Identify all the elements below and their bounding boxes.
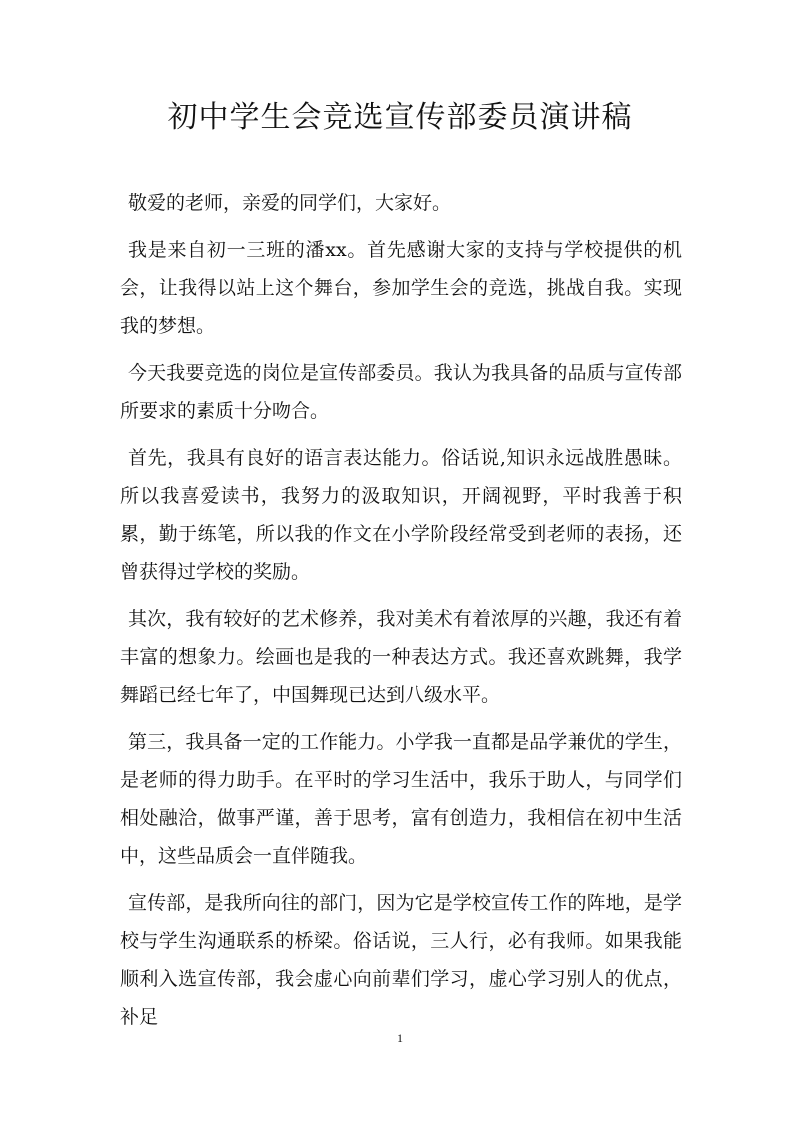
paragraph-art-cultivation: 其次，我有较好的艺术修养，我对美术有着浓厚的兴趣，我还有着丰富的想象力。绘画也是我的一种表达方式。我还喜欢跳舞，我学舞蹈已经七年了，中国舞现已达到八级水平。 — [120, 608, 682, 706]
paragraph-publicity-department: 宣传部，是我所向往的部门，因为它是学校宣传工作的阵地，是学校与学生沟通联系的桥梁。俗话说，三人行，必有我师。如果我能顺利入选宣传部，我会虚心向前辈们学习，虚心学习别人的优点，补足 — [120, 892, 682, 1028]
page-number: 1 — [397, 1031, 403, 1045]
paragraph-language-ability: 首先，我具有良好的语言表达能力。俗话说,知识永远战胜愚昧。所以我喜爱读书，我努力的汲取知识，开阔视野，平时我善于积累，勤于练笔，所以我的作文在小学阶段经常受到老师的表扬，还曾获得过学校的奖励。 — [120, 447, 682, 583]
document-body — [120, 184, 682, 1045]
paragraph-introduction: 我是来自初一三班的潘xx。首先感谢大家的支持与学校提供的机会，让我得以站上这个舞台，参加学生会的竞选，挑战自我。实现我的梦想。 — [120, 239, 682, 337]
paragraph-greeting: 敬爱的老师，亲爱的同学们，大家好。 — [128, 192, 452, 214]
document-title: 初中学生会竞选宣传部委员演讲稿 — [167, 100, 633, 135]
paragraph-work-ability: 第三，我具备一定的工作能力。小学我一直都是品学兼优的学生，是老师的得力助手。在平时的学习生活中，我乐于助人，与同学们相处融洽，做事严谨，善于思考，富有创造力，我相信在初中生活中，这些品质会一直伴随我。 — [120, 731, 682, 867]
paragraph-position: 今天我要竞选的岗位是宣传部委员。我认为我具备的品质与宣传部所要求的素质十分吻合。 — [120, 362, 682, 422]
